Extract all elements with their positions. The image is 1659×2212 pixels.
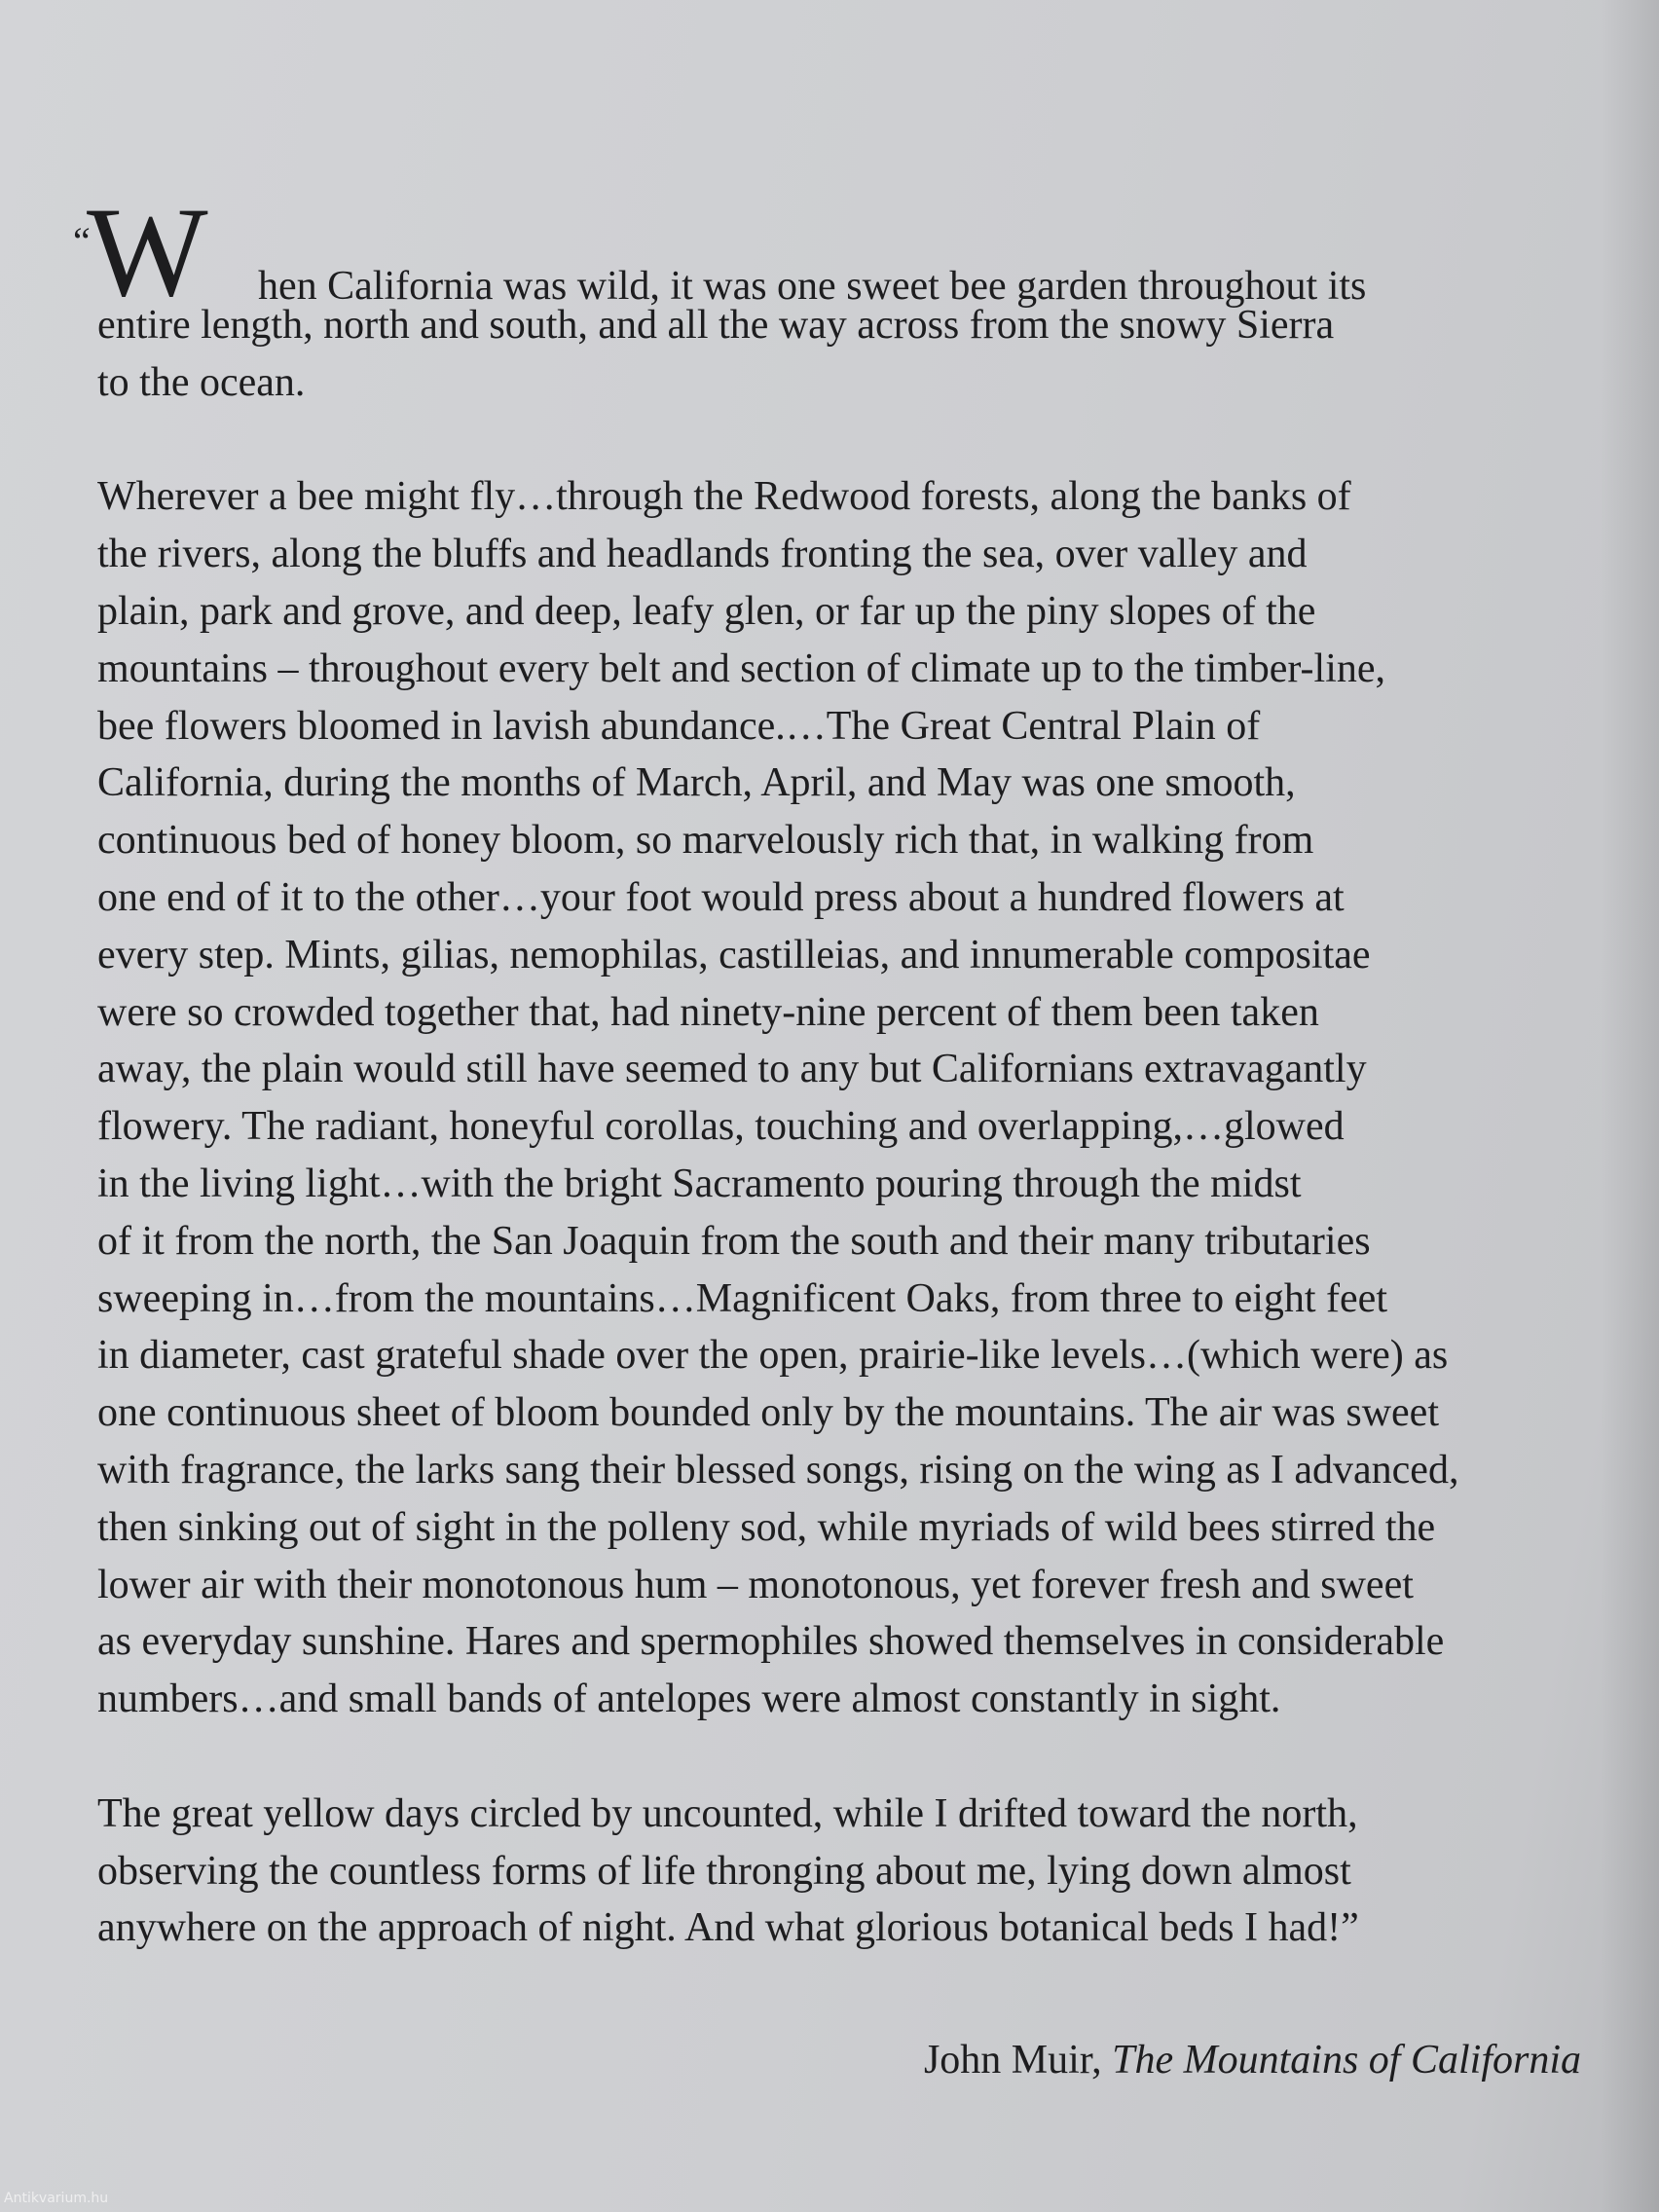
text-line: entire length, north and south, and all the way across from the snowy Sierra (97, 303, 1335, 348)
text-line: with fragrance, the larks sang their blessed songs, rising on the wing as I advanced, (97, 1447, 1459, 1493)
text-line: Wherever a bee might fly…through the Redwood forests, along the banks of (97, 474, 1351, 520)
paragraph-2 (97, 468, 1587, 1728)
opening-quote-mark: “ (73, 219, 91, 263)
attribution-work-title: The Mountains of California (1112, 2038, 1581, 2083)
text-line: observing the countless forms of life thronging about me, lying down almost (97, 1848, 1351, 1894)
text-line: every step. Mints, gilias, nemophilas, castilleias, and innumerable compositae (97, 932, 1371, 977)
text-line: continuous bed of honey bloom, so marvelously rich that, in walking from (97, 818, 1314, 864)
text-line: as everyday sunshine. Hares and spermophiles showed themselves in considerable (97, 1619, 1445, 1665)
paragraph-gap (97, 412, 1587, 469)
text-line: numbers…and small bands of antelopes were almost constantly in sight. (97, 1677, 1281, 1722)
text-line: to the ocean. (97, 359, 306, 405)
first-line-text: hen California was wild, it was one sweet bee garden throughout its (258, 264, 1367, 309)
text-line: sweeping in…from the mountains…Magnificent Oaks, from three to eight feet (97, 1275, 1387, 1321)
text-line: mountains – throughout every belt and section of climate up to the timber-line, (97, 645, 1385, 691)
text-line: away, the plain would still have seemed to any but Californians extravagantly (97, 1047, 1367, 1092)
text-line: California, during the months of March, April, and May was one smooth, (97, 760, 1296, 806)
text-line: in the living light…with the bright Sacramento pouring through the midst (97, 1161, 1302, 1206)
paragraph-gap (97, 1728, 1587, 1786)
attribution-author: John Muir, (923, 2038, 1113, 2083)
quote-attribution (924, 2037, 1581, 2083)
text-line: the rivers, along the bluffs and headlands fronting the sea, over valley and (97, 532, 1308, 577)
text-line: were so crowded together that, had ninety-nine percent of them been taken (97, 989, 1319, 1035)
text-line: The great yellow days circled by uncounted, while I drifted toward the north, (97, 1790, 1358, 1836)
text-line: one continuous sheet of bloom bounded only by the mountains. The air was sweet (97, 1390, 1439, 1436)
text-line: lower air with their monotonous hum – monotonous, yet forever fresh and sweet (97, 1562, 1414, 1607)
paragraph-3 (97, 1786, 1587, 1957)
text-line: anywhere on the approach of night. And what glorious botanical beds I had!” (97, 1905, 1359, 1951)
drop-cap: W (87, 180, 208, 323)
text-line: bee flowers bloomed in lavish abundance.…The Great Central Plain of (97, 703, 1261, 749)
text-line: one end of it to the other…your foot would press about a hundred flowers at (97, 874, 1345, 920)
text-line: then sinking out of sight in the polleny sod, while myriads of wild bees stirred the (97, 1504, 1436, 1550)
quote-first-line (73, 180, 1587, 323)
text-line: in diameter, cast grateful shade over the open, prairie-like levels…(which were) as (97, 1333, 1449, 1379)
page-gutter-shadow (1601, 0, 1659, 2212)
text-line: of it from the north, the San Joaquin from the south and their many tributaries (97, 1218, 1371, 1264)
text-line: flowery. The radiant, honeyful corollas, touching and overlapping,…glowed (97, 1104, 1345, 1150)
text-line: plain, park and grove, and deep, leafy glen, or far up the piny slopes of the (97, 588, 1316, 634)
site-watermark: Antikvarium.hu (4, 2191, 109, 2206)
quote-text (73, 180, 1587, 1957)
